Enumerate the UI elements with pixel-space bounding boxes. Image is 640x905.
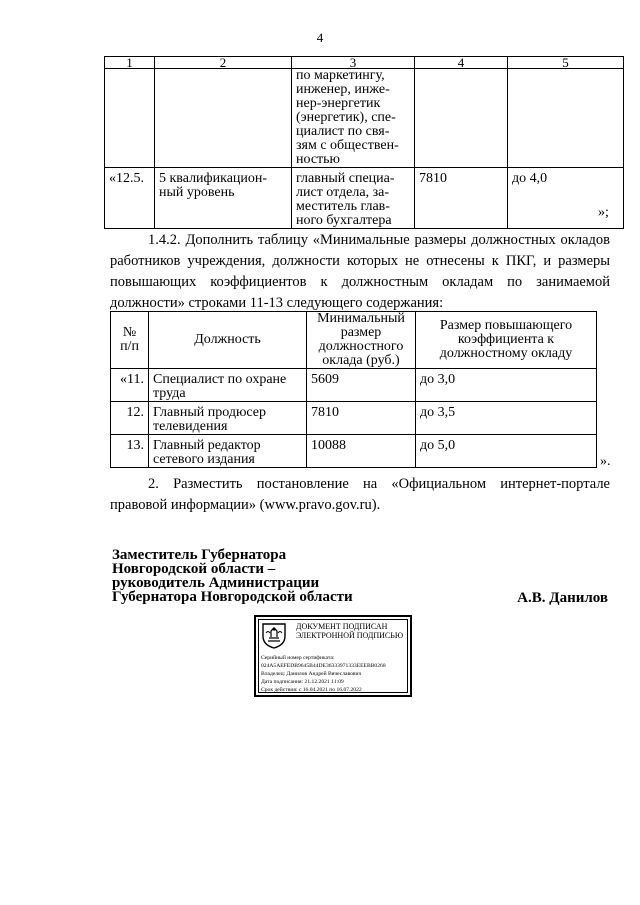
coat-of-arms-icon (261, 621, 287, 649)
header-line: п/п (120, 339, 139, 354)
position-line: ностью (296, 152, 341, 167)
paragraph-1-4-2: 1.4.2. Дополнить таблицу «Минимальные размеры должностных окладов работников учреждения, должности которых не отнесены к ПКГ, и размеры повышающих коэффициентов к должностным окладам по занимаемой должности» строками 11-13 следующего содержания: (110, 232, 610, 311)
position-line: лист отдела, за- (296, 185, 390, 200)
salary-cell: 7810 (415, 168, 508, 229)
row-number: 12. (111, 402, 149, 435)
header-line: размер (340, 325, 382, 340)
table-row (105, 168, 624, 229)
signature-line: Заместитель Губернатора (112, 547, 287, 563)
coefficient-cell: до 3,5 (416, 402, 597, 435)
column-header: 4 (415, 57, 508, 69)
electronic-signature-stamp (254, 615, 412, 697)
qualification-level (155, 168, 292, 229)
column-header: 2 (155, 57, 292, 69)
positions-cell (292, 168, 415, 229)
level-line: 5 квалификацион- (159, 171, 268, 186)
position-line: ного бухгалтера (296, 213, 392, 228)
row-number: «12.5. (105, 168, 155, 229)
position-line: Главный редактор (153, 438, 261, 453)
salary-cell: 7810 (307, 402, 416, 435)
header-line: должностному окладу (439, 346, 573, 361)
stamp-title (296, 622, 403, 640)
header-line: Размер повышающего (439, 318, 573, 333)
position-line: Специалист по охране (153, 372, 287, 387)
qualification-level (155, 69, 292, 168)
position-line: нер-энергетик (296, 96, 381, 111)
signature-line: руководитель Администрации (112, 575, 320, 591)
salary-cell (415, 69, 508, 168)
row-number: «11. (111, 369, 149, 402)
coefficient-cell: до 5,0 (416, 435, 597, 468)
qualification-table (104, 56, 624, 229)
column-header-position: Должность (149, 312, 307, 369)
stamp-title-line: ДОКУМЕНТ ПОДПИСАН (296, 622, 388, 631)
salary-table (110, 311, 597, 468)
stamp-signing-date: Дата подписания: 21.12.2021 11:09 (261, 679, 344, 685)
position-line: зям с обществен- (296, 138, 399, 153)
salary-cell: 10088 (307, 435, 416, 468)
position-cell (149, 402, 307, 435)
position-line: главный специа- (296, 171, 395, 186)
positions-cell (292, 69, 415, 168)
position-line: (энергетик), спе- (296, 110, 396, 125)
signature-line: Новгородской области – (112, 561, 276, 577)
position-line: по маркетингу, (296, 68, 385, 83)
signatory-name: А.В. Данилов (517, 590, 608, 606)
position-cell (149, 435, 307, 468)
table-row (105, 69, 624, 168)
row-number: 13. (111, 435, 149, 468)
stamp-cert-number: 024A5AEFEDB9645B44DE36333971333EEEBB0268 (261, 663, 386, 669)
coefficient-cell: до 3,0 (416, 369, 597, 402)
stamp-title-line: ЭЛЕКТРОННОЙ ПОДПИСЬЮ (296, 631, 404, 640)
signature-block (112, 548, 353, 604)
table-closing-quote: »; (598, 205, 609, 220)
coefficient-cell: до 4,0 (508, 168, 624, 229)
level-line: ный уровень (159, 185, 235, 200)
salary-cell: 5609 (307, 369, 416, 402)
table-header-row (105, 57, 624, 69)
coefficient-cell (508, 69, 624, 168)
table-row (111, 402, 597, 435)
stamp-cert-label: Серийный номер сертификата: (261, 655, 335, 661)
position-line: сетевого издания (153, 452, 255, 467)
position-line: телевидения (153, 419, 228, 434)
row-number (105, 69, 155, 168)
table-row (111, 435, 597, 468)
column-header: 5 (508, 57, 624, 69)
position-line: меститель глав- (296, 199, 390, 214)
stamp-details (261, 654, 386, 694)
position-line: циалист по свя- (296, 124, 390, 139)
column-header: 1 (105, 57, 155, 69)
header-line: должностного (318, 339, 404, 354)
column-header-coefficient (416, 312, 597, 369)
header-line: оклада (руб.) (322, 353, 400, 368)
signature-line: Губернатора Новгородской области (112, 589, 353, 605)
stamp-owner: Владелец: Данилов Андрей Вячеславович (261, 671, 362, 677)
stamp-validity: Срок действия: с 16.04.2021 по 16.07.2022 (261, 687, 362, 693)
position-line: Главный продюсер (153, 405, 267, 420)
page-number: 4 (316, 30, 324, 45)
position-line: труда (153, 386, 186, 401)
table-row (111, 369, 597, 402)
table-closing-quote: ». (600, 454, 611, 469)
table-header-row (111, 312, 597, 369)
header-line: коэффициента к (457, 332, 555, 347)
column-header: 3 (292, 57, 415, 69)
paragraph-2: 2. Разместить постановление на «Официальном интернет-портале правовой информации» (www.pravo.gov.ru). (110, 476, 610, 513)
column-header-salary (307, 312, 416, 369)
header-line: № (122, 325, 137, 340)
position-line: инженер, инже- (296, 82, 390, 97)
position-cell (149, 369, 307, 402)
header-line: Минимальный (317, 311, 405, 326)
column-header-number (111, 312, 149, 369)
